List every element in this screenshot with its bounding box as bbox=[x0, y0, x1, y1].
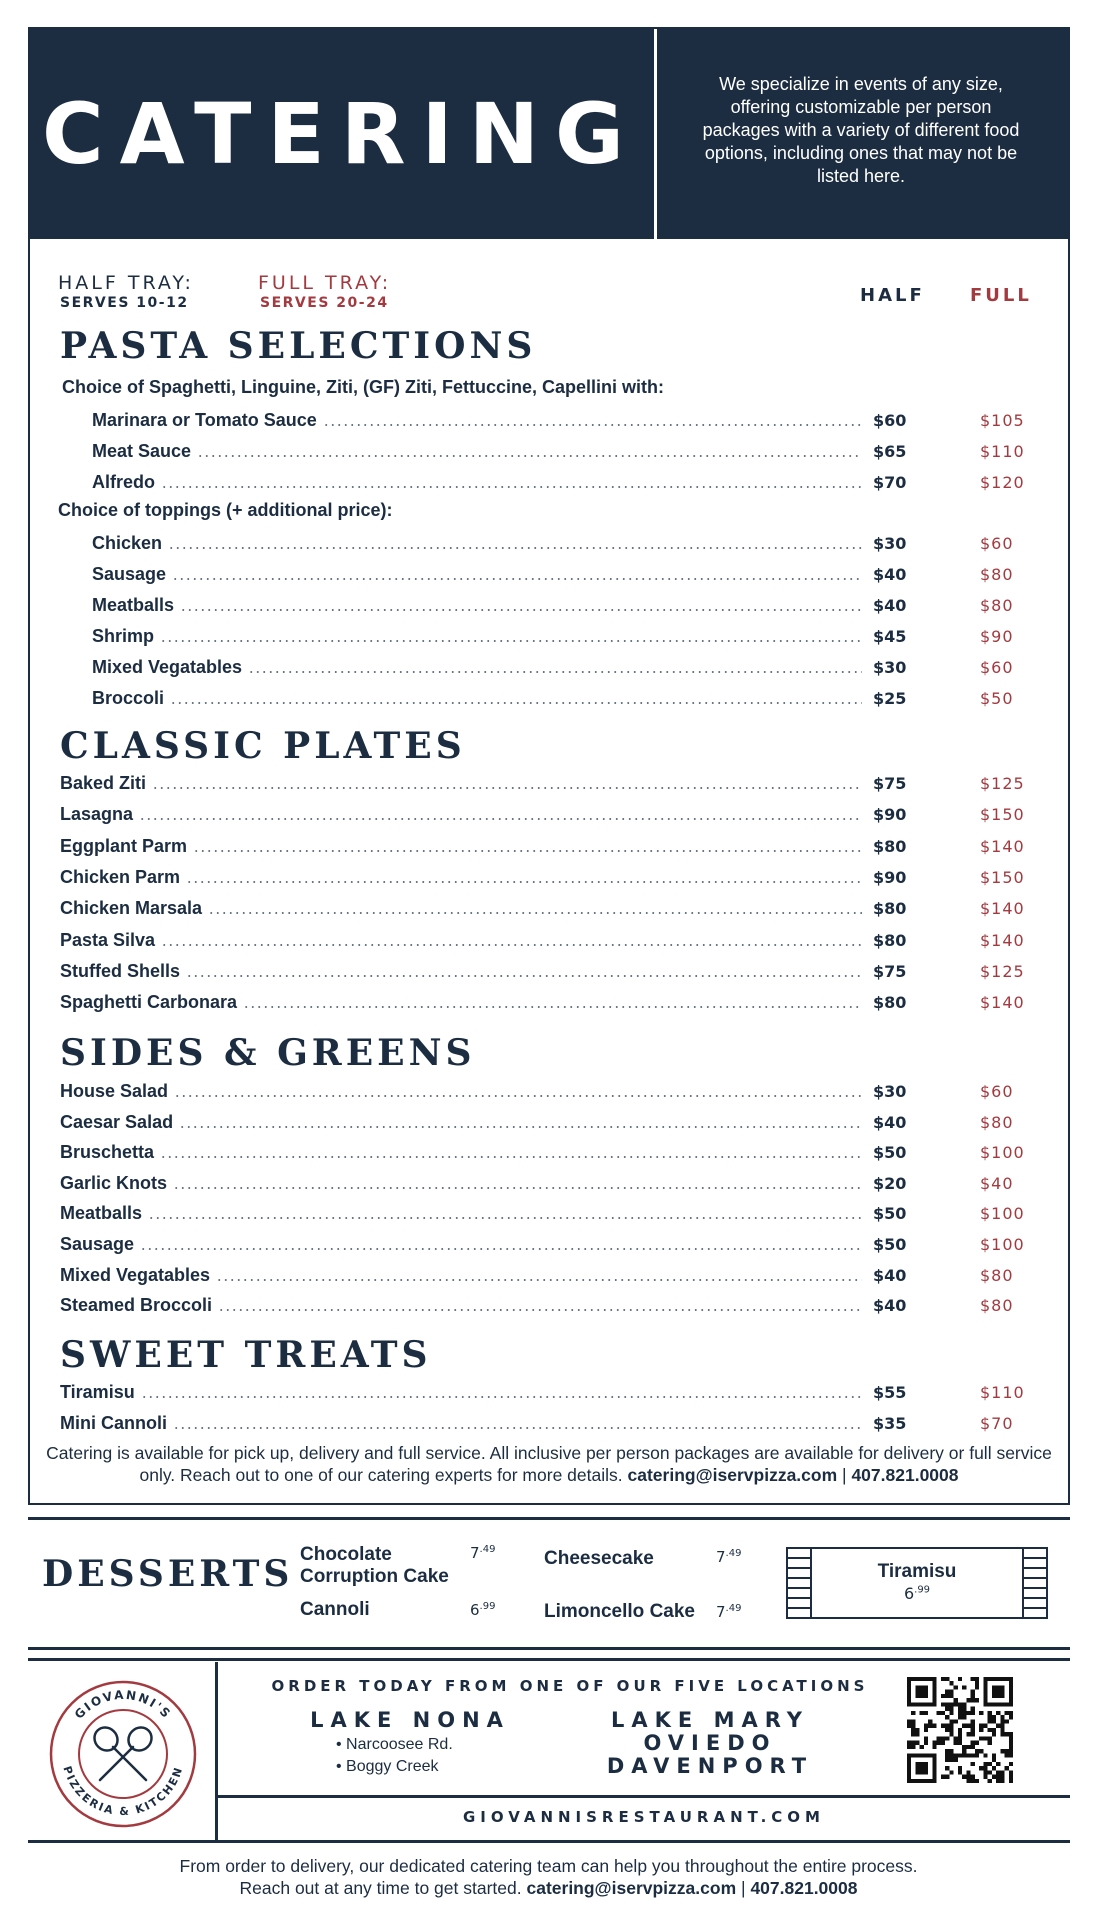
price-full-tray: $120 bbox=[980, 473, 1025, 492]
menu-item-row bbox=[60, 770, 862, 794]
desserts-bottom-rule bbox=[28, 1647, 1070, 1650]
price-full-tray: $125 bbox=[980, 774, 1025, 793]
dot-leader bbox=[216, 1279, 862, 1281]
section-title-classic: CLASSIC PLATES bbox=[60, 725, 466, 767]
price-half-tray: $80 bbox=[873, 899, 907, 919]
menu-item-name: Pasta Silva bbox=[60, 929, 156, 950]
price-half-tray: $90 bbox=[873, 805, 907, 825]
location-lake-nona: LAKE NONA bbox=[310, 1708, 510, 1732]
pasta-toppings-text: Choice of toppings (+ additional price): bbox=[58, 500, 393, 520]
featured-dessert-price: $6^{.99}$ bbox=[903, 1584, 931, 1603]
price-full-tray: $80 bbox=[980, 565, 1014, 584]
dot-leader bbox=[152, 787, 862, 789]
menu-item-name: Lasagna bbox=[60, 804, 134, 825]
dot-leader bbox=[173, 1187, 862, 1189]
dot-leader bbox=[160, 1156, 862, 1158]
half-tray-label: HALF TRAY: bbox=[58, 272, 194, 294]
menu-item-row bbox=[60, 989, 862, 1013]
dessert-cannoli-price: $6^{.99}$ bbox=[470, 1601, 496, 1619]
menu-item-name: Meatballs bbox=[60, 1203, 143, 1224]
price-half-tray: $40 bbox=[873, 1265, 907, 1285]
dot-leader bbox=[141, 1396, 862, 1398]
dessert-name-line2: Corruption Cake bbox=[300, 1566, 449, 1587]
menu-item-name: Steamed Broccoli bbox=[60, 1295, 213, 1316]
price-full-tray: $140 bbox=[980, 930, 1025, 950]
menu-item-row bbox=[92, 469, 862, 493]
menu-item-name: Mixed Vegatables bbox=[92, 657, 243, 677]
price-half-tray: $75 bbox=[873, 774, 907, 793]
menu-item-row bbox=[92, 623, 862, 647]
dot-leader bbox=[193, 850, 862, 852]
bottom-note-text: Reach out at any time to get started. bbox=[239, 1878, 522, 1898]
dot-leader bbox=[197, 455, 862, 457]
qr-code[interactable] bbox=[907, 1677, 1013, 1783]
section-title-pasta: PASTA SELECTIONS bbox=[60, 325, 537, 367]
giovannis-logo bbox=[48, 1679, 198, 1829]
section-title-sweets: SWEET TREATS bbox=[60, 1334, 432, 1376]
dot-leader bbox=[140, 1248, 862, 1250]
footnote-email[interactable]: catering@iservpizza.com bbox=[627, 1465, 838, 1485]
menu-item-row bbox=[60, 1078, 862, 1102]
price-full-tray: $80 bbox=[980, 1265, 1014, 1285]
menu-item-row bbox=[60, 1170, 862, 1194]
menu-item-row bbox=[60, 1410, 862, 1434]
dessert-cannoli-name: Cannoli bbox=[300, 1599, 370, 1620]
location-davenport: DAVENPORT bbox=[606, 1754, 814, 1778]
menu-item-row bbox=[60, 1231, 862, 1255]
menu-item-name: Alfredo bbox=[92, 472, 155, 492]
price-full-tray: $60 bbox=[980, 658, 1014, 677]
price-full-tray: $100 bbox=[980, 1235, 1025, 1254]
price-half-tray: $45 bbox=[873, 627, 907, 646]
price-half-tray: $60 bbox=[873, 411, 907, 430]
dot-leader bbox=[179, 1126, 862, 1128]
catering-intro: We specialize in events of any size, offering customizable per person packages with a variety of different food options, including ones that may not be listed here. bbox=[702, 74, 1020, 186]
menu-item-row bbox=[60, 833, 862, 857]
price-half-tray: $50 bbox=[873, 1143, 907, 1163]
dot-leader bbox=[323, 424, 862, 426]
dot-leader bbox=[170, 702, 862, 704]
header-divider bbox=[654, 29, 657, 239]
dot-leader bbox=[139, 818, 862, 820]
price-half-tray: $30 bbox=[873, 1082, 907, 1101]
dessert-name-line1: Chocolate bbox=[300, 1544, 392, 1565]
price-full-tray: $140 bbox=[980, 899, 1025, 919]
menu-item-row bbox=[60, 801, 862, 825]
menu-item-row bbox=[92, 561, 862, 585]
dot-leader bbox=[180, 609, 862, 611]
column-header-half: HALF bbox=[860, 285, 925, 306]
catering-title: CATERING bbox=[42, 85, 640, 183]
price-half-tray: $80 bbox=[873, 836, 907, 856]
price-full-tray: $140 bbox=[980, 836, 1025, 856]
menu-item-name: Bruschetta bbox=[60, 1142, 155, 1163]
menu-item-row bbox=[60, 864, 862, 888]
dessert-limoncello-price: $7^{.49}$ bbox=[716, 1603, 742, 1621]
location-lake-mary: LAKE MARY bbox=[611, 1708, 809, 1732]
location-oviedo: OVIEDO bbox=[643, 1731, 777, 1755]
price-full-tray: $50 bbox=[980, 689, 1014, 708]
dessert-cheesecake-name: Cheesecake bbox=[544, 1548, 654, 1569]
dessert-chocolate-cake-price: $7^{.49}$ bbox=[470, 1544, 496, 1562]
dessert-cheesecake-price: $7^{.49}$ bbox=[716, 1548, 742, 1566]
section-title-sides: SIDES & GREENS bbox=[60, 1032, 476, 1074]
price-full-tray: $80 bbox=[980, 596, 1014, 615]
menu-item-row bbox=[60, 1292, 862, 1316]
menu-item-name: Caesar Salad bbox=[60, 1111, 174, 1132]
bottom-note-line2 bbox=[0, 1877, 1097, 1899]
price-full-tray: $140 bbox=[980, 993, 1025, 1013]
dot-leader bbox=[218, 1309, 862, 1311]
dot-leader bbox=[161, 944, 862, 946]
column-header-full: FULL bbox=[970, 285, 1032, 306]
lake-nona-sub-2: • Boggy Creek bbox=[336, 1758, 439, 1775]
price-half-tray: $40 bbox=[873, 565, 907, 584]
price-half-tray: $30 bbox=[873, 534, 907, 553]
price-full-tray: $60 bbox=[980, 1082, 1014, 1101]
price-half-tray: $55 bbox=[873, 1383, 907, 1402]
price-half-tray: $35 bbox=[873, 1413, 907, 1433]
logo-text-top: GIOVANNI'S bbox=[71, 1687, 175, 1722]
dot-leader bbox=[186, 881, 862, 883]
dot-leader bbox=[208, 912, 862, 914]
menu-item-name: House Salad bbox=[60, 1081, 169, 1101]
bottom-note-line1: From order to delivery, our dedicated catering team can help you throughout the entire process. bbox=[179, 1856, 918, 1876]
price-full-tray: $100 bbox=[980, 1143, 1025, 1163]
price-half-tray: $40 bbox=[873, 596, 907, 615]
featured-dessert-name: Tiramisu bbox=[877, 1561, 957, 1582]
bottom-email[interactable]: catering@iservpizza.com bbox=[526, 1878, 737, 1898]
menu-item-row bbox=[92, 407, 862, 431]
price-full-tray: $100 bbox=[980, 1204, 1025, 1224]
price-full-tray: $125 bbox=[980, 961, 1025, 981]
price-full-tray: $150 bbox=[980, 805, 1025, 825]
menu-item-name: Garlic Knots bbox=[60, 1172, 168, 1193]
menu-item-row bbox=[92, 654, 862, 678]
menu-item-row bbox=[60, 895, 862, 919]
price-half-tray: $80 bbox=[873, 930, 907, 950]
menu-item-name: Chicken Marsala bbox=[60, 898, 203, 919]
menu-item-name: Sausage bbox=[92, 564, 167, 584]
price-full-tray: $105 bbox=[980, 411, 1025, 430]
menu-item-row bbox=[60, 1379, 862, 1403]
price-full-tray: $80 bbox=[980, 1296, 1014, 1316]
price-half-tray: $90 bbox=[873, 867, 907, 887]
dessert-limoncello-name: Limoncello Cake bbox=[544, 1601, 695, 1622]
full-tray-serves: SERVES 20-24 bbox=[260, 295, 389, 311]
menu-item-row bbox=[92, 438, 862, 462]
dot-leader bbox=[148, 1217, 862, 1219]
logo-text-bottom: PIZZERIA & KITCHEN bbox=[60, 1764, 186, 1819]
dessert-chocolate-cake-name bbox=[300, 1544, 449, 1588]
price-full-tray: $150 bbox=[980, 867, 1025, 887]
menu-item-name: Meatballs bbox=[92, 595, 175, 615]
bottom-note bbox=[0, 1855, 1097, 1899]
half-tray-serves: SERVES 10-12 bbox=[60, 295, 189, 311]
menu-item-row bbox=[92, 530, 862, 554]
price-half-tray: $80 bbox=[873, 993, 907, 1013]
locations-top-rule bbox=[28, 1658, 1070, 1661]
menu-item-name: Meat Sauce bbox=[92, 441, 192, 461]
desserts-title: DESSERTS bbox=[42, 1553, 294, 1595]
catering-menu-panel bbox=[28, 27, 1070, 1505]
menu-item-name: Tiramisu bbox=[60, 1382, 135, 1402]
menu-item-name: Mini Cannoli bbox=[60, 1412, 167, 1433]
bottom-phone[interactable]: 407.821.0008 bbox=[750, 1878, 858, 1898]
menu-item-name: Marinara or Tomato Sauce bbox=[92, 410, 317, 430]
price-half-tray: $40 bbox=[873, 1112, 907, 1132]
dot-leader bbox=[186, 975, 862, 977]
crossed-peels-icon bbox=[90, 1723, 157, 1780]
full-tray-label: FULL TRAY: bbox=[258, 272, 392, 294]
menu-item-name: Broccoli bbox=[92, 688, 165, 708]
menu-item-name: Mixed Vegatables bbox=[60, 1264, 211, 1285]
menu-item-name: Baked Ziti bbox=[60, 773, 147, 793]
menu-item-name: Chicken bbox=[92, 533, 163, 553]
menu-item-name: Stuffed Shells bbox=[60, 960, 181, 981]
menu-item-row bbox=[92, 685, 862, 709]
menu-item-row bbox=[60, 1262, 862, 1286]
order-heading: ORDER TODAY FROM ONE OF OUR FIVE LOCATIONS bbox=[271, 1677, 869, 1695]
menu-item-name: Chicken Parm bbox=[60, 866, 181, 887]
dot-leader bbox=[161, 486, 862, 488]
menu-item-name: Eggplant Parm bbox=[60, 835, 188, 856]
catering-header bbox=[30, 29, 1068, 239]
price-half-tray: $40 bbox=[873, 1296, 907, 1316]
price-full-tray: $110 bbox=[980, 1383, 1025, 1402]
footnote-phone[interactable]: 407.821.0008 bbox=[851, 1465, 959, 1485]
dot-leader bbox=[243, 1006, 862, 1008]
price-full-tray: $60 bbox=[980, 534, 1014, 553]
dot-leader bbox=[173, 1427, 862, 1429]
price-full-tray: $80 bbox=[980, 1112, 1014, 1132]
menu-item-row bbox=[60, 1139, 862, 1163]
dot-leader bbox=[168, 547, 862, 549]
lake-nona-sub-1: • Narcoosee Rd. bbox=[336, 1736, 453, 1753]
menu-item-row bbox=[60, 958, 862, 982]
price-half-tray: $50 bbox=[873, 1235, 907, 1254]
bottom-separator: | bbox=[741, 1878, 746, 1898]
menu-item-name: Spaghetti Carbonara bbox=[60, 992, 238, 1013]
pasta-choice-text: Choice of Spaghetti, Linguine, Ziti, (GF) Ziti, Fettuccine, Capellini with: bbox=[62, 377, 664, 397]
website-divider bbox=[215, 1795, 1070, 1798]
menu-item-row bbox=[60, 1200, 862, 1224]
menu-item-name: Sausage bbox=[60, 1234, 135, 1254]
dot-leader bbox=[160, 640, 862, 642]
ladder-border-left bbox=[788, 1549, 812, 1617]
catering-footnote bbox=[44, 1442, 1054, 1486]
price-half-tray: $50 bbox=[873, 1204, 907, 1224]
ladder-border-right bbox=[1022, 1549, 1046, 1617]
price-half-tray: $65 bbox=[873, 442, 907, 461]
price-half-tray: $70 bbox=[873, 473, 907, 492]
footnote-separator: | bbox=[842, 1465, 847, 1485]
dot-leader bbox=[172, 578, 862, 580]
price-full-tray: $90 bbox=[980, 627, 1014, 646]
price-full-tray: $110 bbox=[980, 442, 1025, 461]
footnote-text: Catering is available for pick up, delivery and full service. All inclusive per person packages are available for delivery or full service only. Reach out to one of our catering experts for more details. bbox=[46, 1443, 1052, 1485]
price-half-tray: $20 bbox=[873, 1173, 907, 1193]
price-full-tray: $40 bbox=[980, 1173, 1014, 1193]
menu-item-name: Shrimp bbox=[92, 626, 155, 646]
price-half-tray: $75 bbox=[873, 961, 907, 981]
featured-dessert-box bbox=[786, 1547, 1048, 1619]
dot-leader bbox=[174, 1095, 862, 1097]
website-link[interactable]: GIOVANNISRESTAURANT.COM bbox=[463, 1808, 825, 1826]
price-full-tray: $70 bbox=[980, 1413, 1014, 1433]
menu-item-row bbox=[60, 927, 862, 951]
price-half-tray: $25 bbox=[873, 689, 907, 708]
locations-bottom-rule bbox=[28, 1840, 1070, 1843]
dot-leader bbox=[248, 671, 862, 673]
menu-item-row bbox=[92, 592, 862, 616]
menu-item-row bbox=[60, 1109, 862, 1133]
desserts-top-rule bbox=[28, 1517, 1070, 1520]
price-half-tray: $30 bbox=[873, 658, 907, 677]
